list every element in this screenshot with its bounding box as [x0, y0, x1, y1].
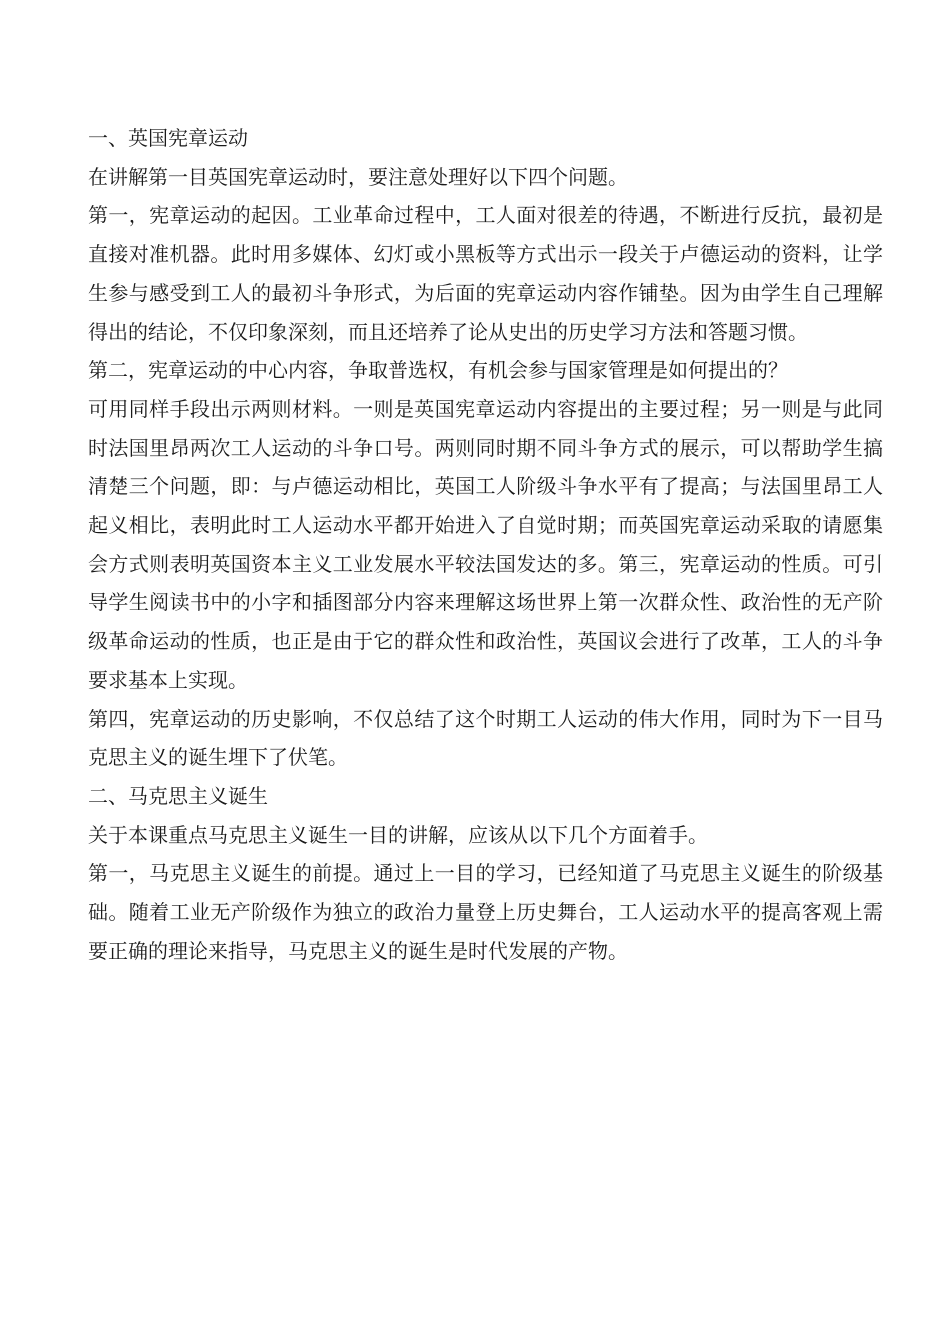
- paragraph-intro-marxism: 关于本课重点马克思主义诞生一目的讲解，应该从以下几个方面着手。: [88, 822, 708, 847]
- paragraph-central-content: 第二，宪章运动的中心内容，争取普选权，有机会参与国家管理是如何提出的？: [88, 358, 788, 383]
- paragraph-influence: 第四，宪章运动的历史影响，不仅总结了这个时期工人运动的伟大作用，同时为下一目马克思主义的诞生埋下了伏笔。: [88, 706, 883, 770]
- paragraph-premise: 第一，马克思主义诞生的前提。通过上一目的学习，已经知道了马克思主义诞生的阶级基础。随着工业无产阶级作为独立的政治力量登上历史舞台，工人运动水平的提高客观上需要正确的理论来指导，马克思主义的诞生是时代发展的产物。: [88, 861, 883, 963]
- document-body: [88, 119, 883, 970]
- paragraph-materials: 可用同样手段出示两则材料。一则是英国宪章运动内容提出的主要过程；另一则是与此同时法国里昂两次工人运动的斗争口号。两则同时期不同斗争方式的展示，可以帮助学生搞清楚三个问题，即：与卢德运动相比，英国工人阶级斗争水平有了提高；与法国里昂工人起义相比，表明此时工人运动水平都开始进入了自觉时期；而英国宪章运动采取的请愿集会方式则表明英国资本主义工业发展水平较法国发达的多。第三，宪章运动的性质。可引导学生阅读书中的小字和插图部分内容来理解这场世界上第一次群众性、政治性的无产阶级革命运动的性质，也正是由于它的群众性和政治性，英国议会进行了改革，工人的斗争要求基本上实现。: [88, 396, 883, 692]
- section-heading-chartism: 一、英国宪章运动: [88, 126, 248, 150]
- paragraph-cause: 第一，宪章运动的起因。工业革命过程中，工人面对很差的待遇，不断进行反抗，最初是直接对准机器。此时用多媒体、幻灯或小黑板等方式出示一段关于卢德运动的资料，让学生参与感受到工人的最初斗争形式，为后面的宪章运动内容作铺垫。因为由学生自己理解得出的结论，不仅印象深刻，而且还培养了论从史出的历史学习方法和答题习惯。: [88, 203, 883, 344]
- section-heading-marxism: 二、马克思主义诞生: [88, 783, 268, 808]
- paragraph-intro-chartism: 在讲解第一目英国宪章运动时，要注意处理好以下四个问题。: [88, 164, 628, 189]
